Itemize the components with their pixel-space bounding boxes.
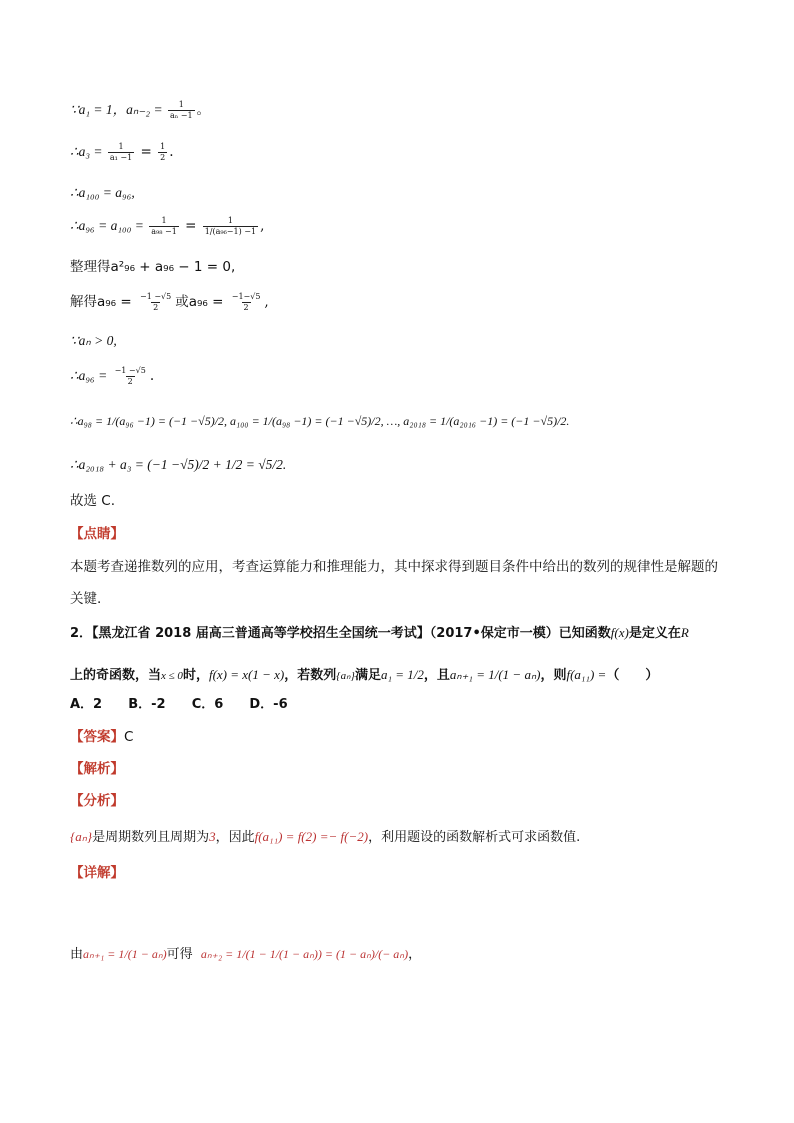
solution-line-6: 解得a₉₆ = $\frac{-1 -√5}{2}$ 或a₉₆ = $\frac{-1-√5}{2}$ , (70, 292, 269, 312)
options-row (70, 696, 288, 714)
solution-line-1: ∵a₁ = 1，aₙ₋₂ = $\frac{1}{\text{aₙ −1}}$ 。 (70, 100, 211, 120)
jiexi-heading: 【解析】 (70, 761, 124, 777)
solution-line-2: ∴a₃ = $\frac{1}{\text{a₁ −1}}$ = $\frac{1}{2}$ . (70, 142, 174, 162)
solution-line-4: ∴a₉₆ = a₁₀₀ = $\frac{1}{\text{a₉₈ −1}}$ = $\frac{1}{\text{1/(a₉₆−1) −1}}$ , (70, 216, 265, 236)
solution-line-5: 整理得a²₉₆ + a₉₆ − 1 = 0, (70, 259, 236, 275)
dianjing-heading: 【点睛】 (70, 526, 124, 542)
option-a: A．2 (70, 697, 103, 712)
question-2-line-2: 上的奇函数，当x ≤ 0时，f(x) = x(1 − x)，若数列{aₙ}满足a₁ = 1/2，且aₙ₊₁ = 1/(1 − aₙ)，则f(a₁₁) =（ ） (70, 667, 659, 683)
fraction: $\frac{-1 -√5}{2}$ (114, 366, 146, 386)
solution-line-7: ∵aₙ > 0, (70, 333, 117, 348)
fraction: $\frac{1}{\text{1/(a₉₆−1) −1}}$ (204, 216, 257, 236)
fraction: $\frac{1}{\text{a₉₈ −1}}$ (151, 216, 177, 236)
derivation-line: 由aₙ₊₁ = 1/(1 − aₙ)可得 aₙ₊₂ = 1/(1 − 1/(1 − aₙ)) = (1 − aₙ)/(− aₙ)， (70, 947, 422, 962)
solution-line-8: ∴a₉₆ = $\frac{-1 -√5}{2}$ . (70, 366, 155, 386)
solution-line-9: ∴a₉₈ = 1/(a₉₆ −1) = (−1 −√5)/2, a₁₀₀ = 1/(a₉₈ −1) = (−1 −√5)/2, …, a₂₀₁₈ = 1/(a₂₀₁₆ −1) = (−1 −√5)/2. (70, 414, 570, 428)
solution-line-3: ∴a₁₀₀ = a₉₆, (70, 185, 135, 200)
answer-line: 【答案】C (70, 729, 134, 745)
question-2-line-1: 2．【黑龙江省 2018 届高三普通高等学校招生全国统一考试】（2017•保定市一模）已知函数f(x)是定义在R (70, 625, 689, 641)
option-d: D．-6 (249, 697, 288, 712)
fraction: $\frac{-1-√5}{2}$ (231, 292, 261, 312)
fraction: $\frac{1}{\text{a₁ −1}}$ (109, 142, 133, 162)
option-b: B．-2 (128, 697, 166, 712)
fraction: $\frac{-1 -√5}{2}$ (140, 292, 172, 312)
fraction: $\frac{1}{2}$ (160, 142, 166, 162)
option-c: C．6 (191, 697, 224, 712)
solution-line-10: ∴a₂₀₁₈ + a₃ = (−1 −√5)/2 + 1/2 = √5/2. (70, 457, 287, 472)
solution-line-11: 故选 C. (70, 493, 116, 509)
fenxi-heading: 【分析】 (70, 793, 124, 809)
xiangjie-heading: 【详解】 (70, 865, 124, 881)
dianjing-text: 本题考查递推数列的应用，考查运算能力和推理能力，其中探求得到题目条件中给出的数列的规律性是解题的关键. (70, 559, 718, 607)
fraction: $\frac{1}{\text{aₙ −1}}$ (169, 100, 193, 120)
fenxi-text: {aₙ}是周期数列且周期为3，因此f(a₁₁) = f(2) =− f(−2)，利用题设的函数解析式可求函数值. (70, 829, 581, 845)
